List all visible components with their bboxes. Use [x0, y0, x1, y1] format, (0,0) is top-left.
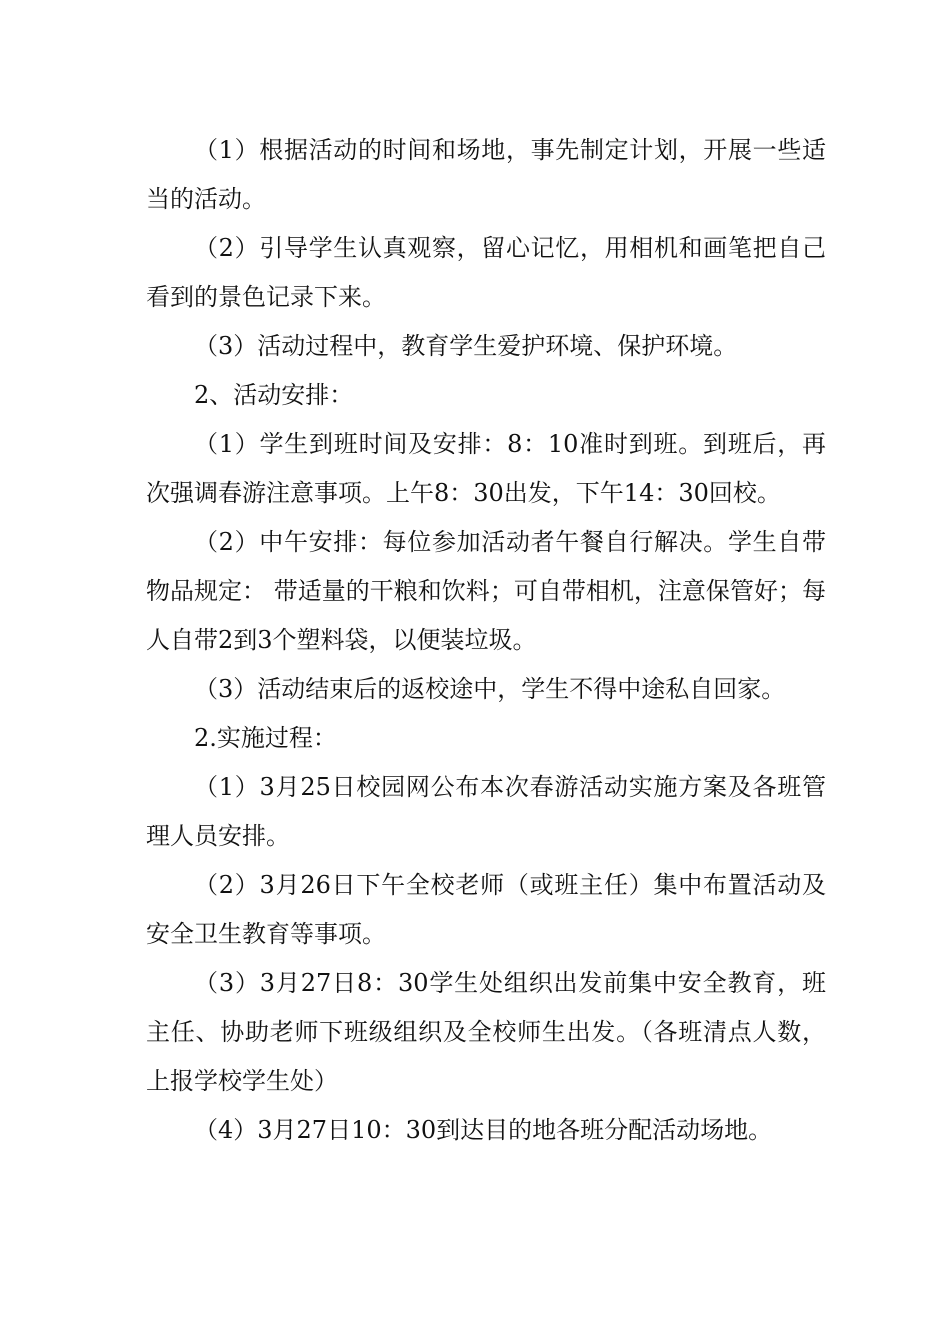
heading-implementation-process: 2.实施过程：: [194, 724, 337, 752]
paragraph-lunch-arrangement: （2）中午安排：每位参加活动者午餐自行解决。学生自带物品规定： 带适量的干粮和饮料；可自带相机，注意保管好；每人自带2到3个塑料袋，以便装垃圾。: [146, 528, 826, 654]
paragraph-arrival-time: （1）学生到班时间及安排：8：10准时到班。到班后，再次强调春游注意事项。上午8：30出发，下午14：30回校。: [146, 430, 826, 507]
paragraph-step-1: （1）3月25日校园网公布本次春游活动实施方案及各班管理人员安排。: [146, 773, 826, 850]
heading-activity-arrangement: 2、活动安排：: [194, 381, 354, 409]
paragraph-observe-record: （2）引导学生认真观察，留心记忆，用相机和画笔把自己看到的景色记录下来。: [146, 234, 826, 311]
paragraph-activity-plan: （1）根据活动的时间和场地，事先制定计划，开展一些适当的活动。: [146, 136, 826, 213]
paragraph-step-3: （3）3月27日8：30学生处组织出发前集中安全教育，班主任、协助老师下班级组织及全校师生出发。（各班清点人数，上报学校学生处）: [146, 969, 826, 1095]
paragraph-return-trip: （3）活动结束后的返校途中，学生不得中途私自回家。: [194, 675, 786, 703]
paragraph-step-4: （4）3月27日10：30到达目的地各班分配活动场地。: [194, 1116, 773, 1144]
paragraph-step-2: （2）3月26日下午全校老师（或班主任）集中布置活动及安全卫生教育等事项。: [146, 871, 826, 948]
document-body: [146, 126, 826, 1155]
paragraph-protect-environment: （3）活动过程中，教育学生爱护环境、保护环境。: [194, 332, 738, 360]
